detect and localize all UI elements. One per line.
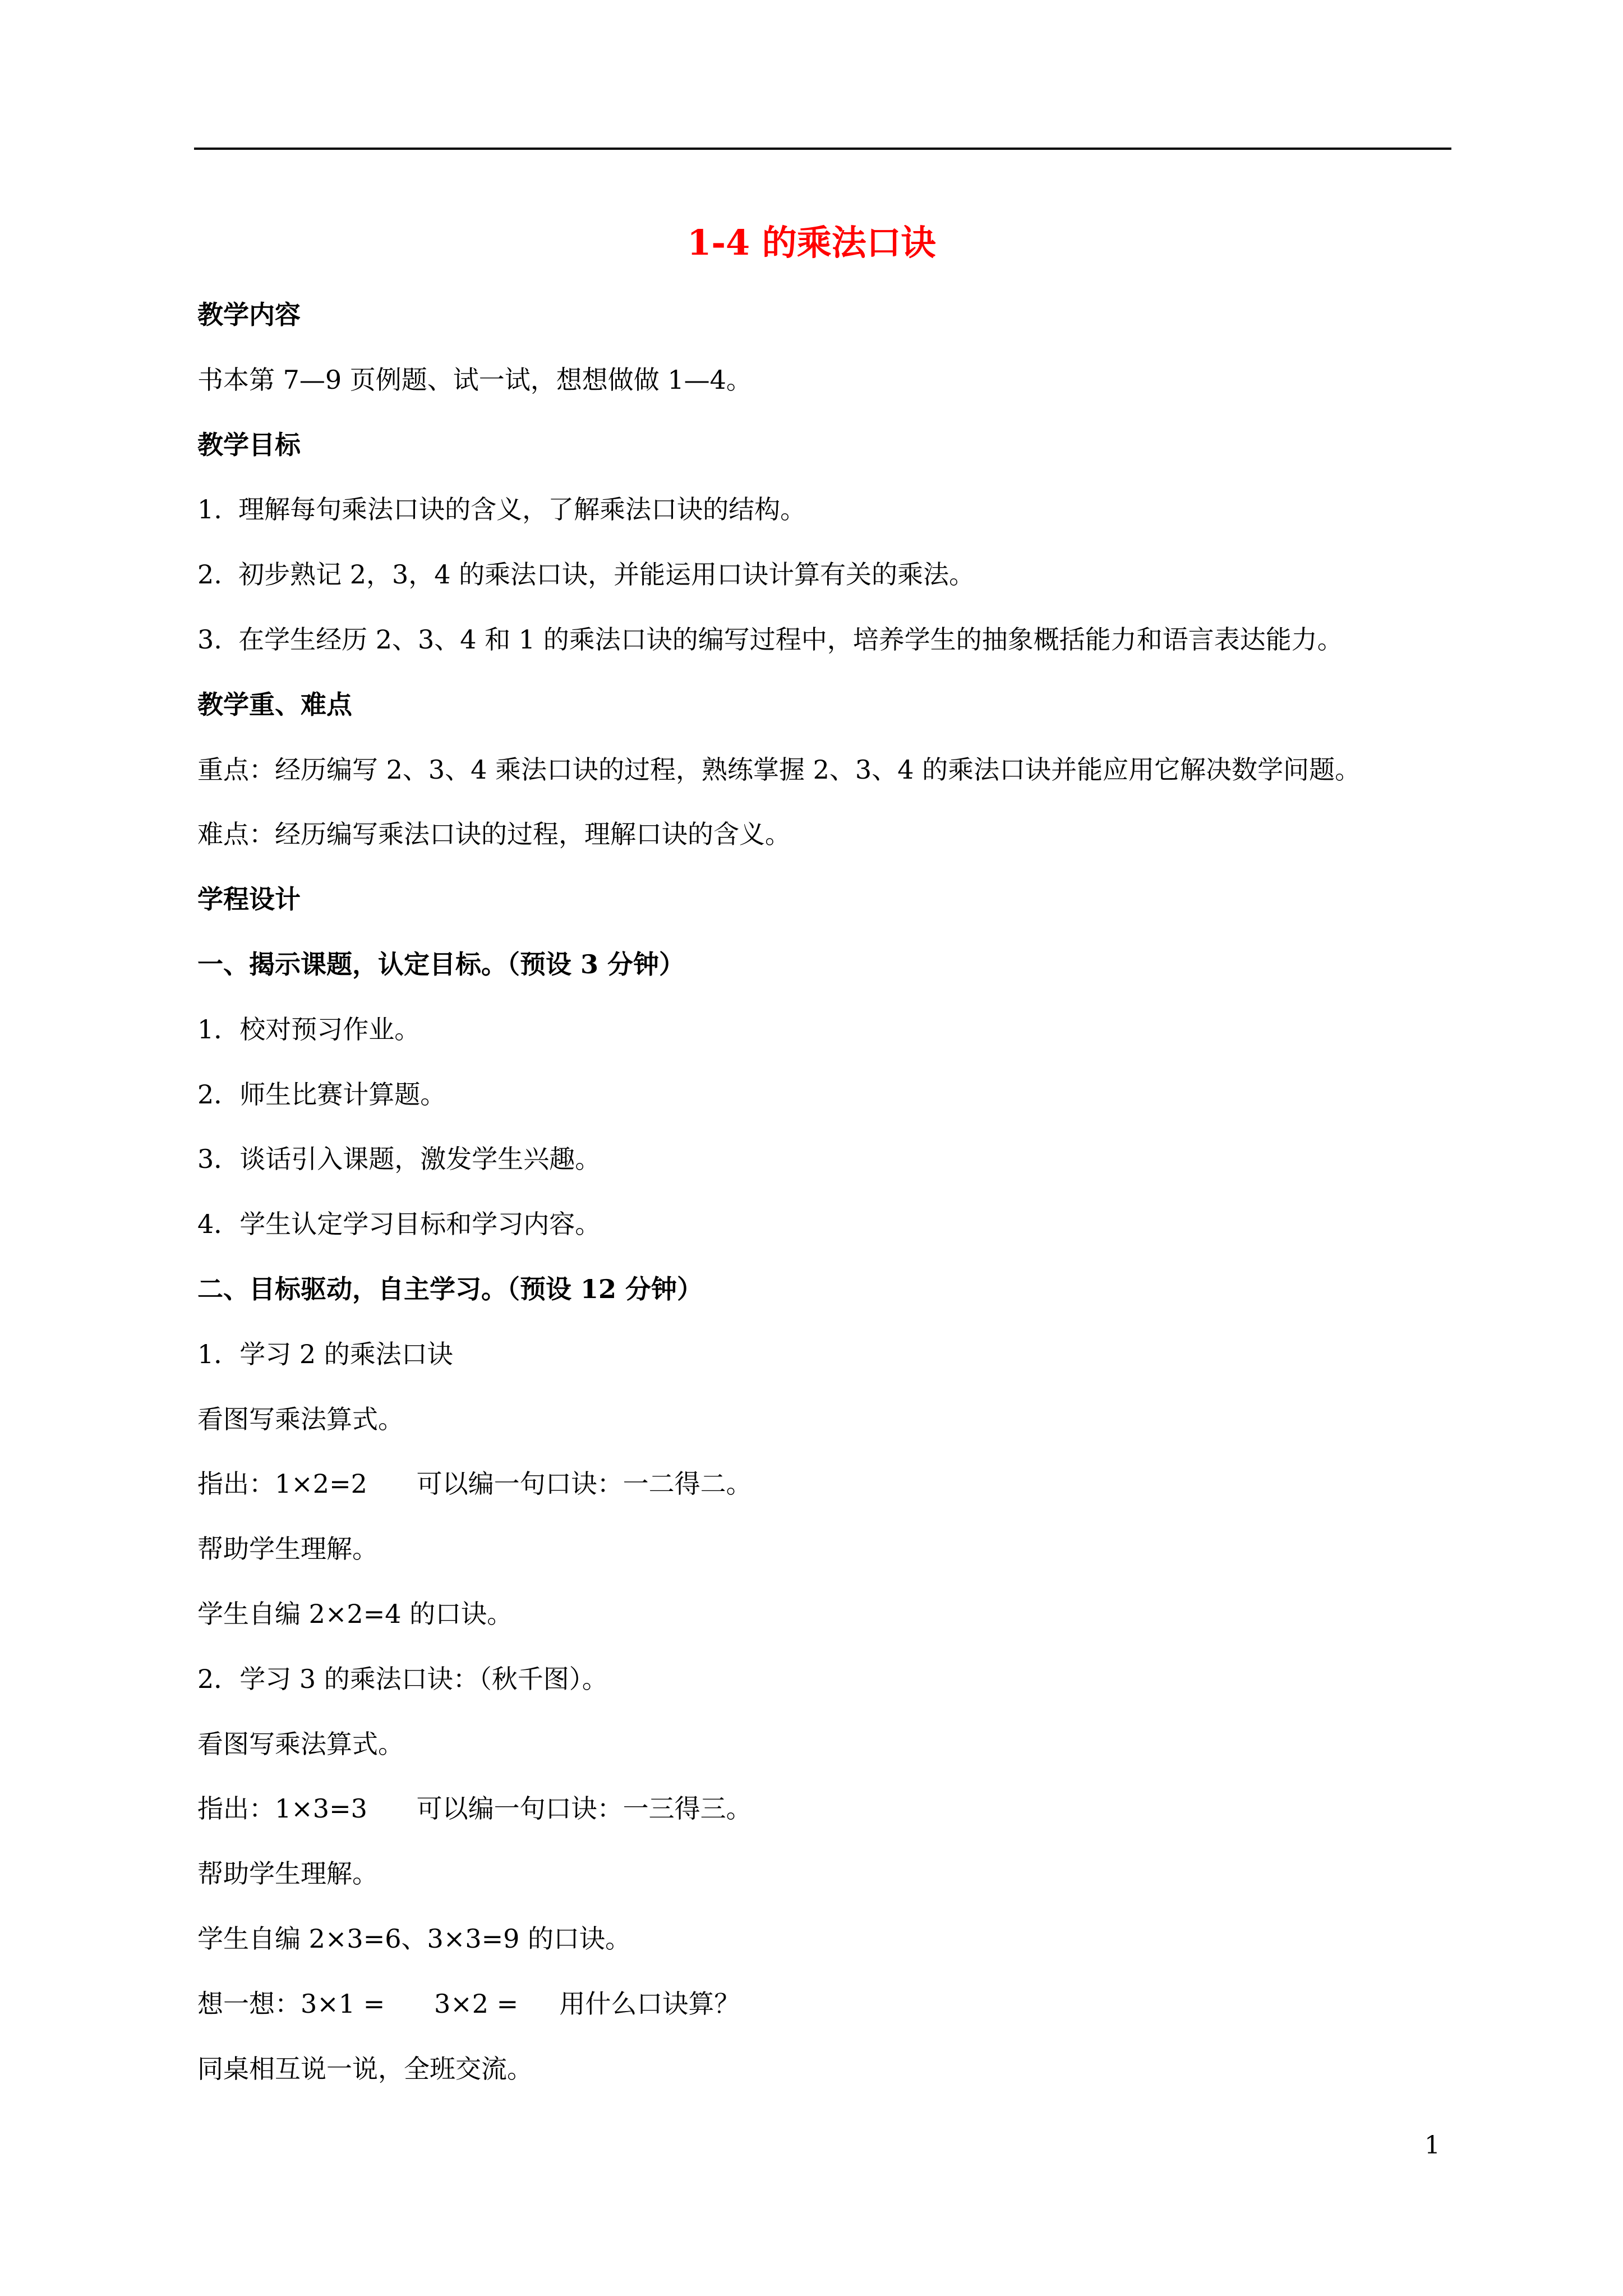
line-5: 2. 初步熟记 2，3，4 的乘法口诀，并能运用口诀计算有关的乘法。 <box>197 559 975 590</box>
line-8: 重点：经历编写 2、3、4 乘法口诀的过程，熟练掌握 2、3、4 的乘法口诀并能应用它解决数学问题。 <box>197 754 1361 785</box>
document-title: 1-4 的乘法口诀 <box>687 222 936 263</box>
line-19: 指出：1×2=2 可以编一句口诀：一二得二。 <box>197 1469 752 1499</box>
line-26: 学生自编 2×3=6、3×3=9 的口诀。 <box>197 1924 631 1954</box>
line-28: 同桌相互说一说，全班交流。 <box>197 2054 533 2084</box>
line-6: 3. 在学生经历 2、3、4 和 1 的乘法口诀的编写过程中，培养学生的抽象概括能力和语言表达能力。 <box>197 624 1343 655</box>
line-7: 教学重、难点 <box>197 689 352 720</box>
line-15: 4．学生认定学习目标和学习内容。 <box>197 1209 601 1239</box>
line-3: 教学目标 <box>197 430 301 460</box>
line-13: 2．师生比赛计算题。 <box>197 1079 446 1110</box>
line-25: 帮助学生理解。 <box>197 1858 378 1889</box>
line-24: 指出：1×3=3 可以编一句口诀：一三得三。 <box>197 1793 752 1824</box>
line-27: 想一想：3×1 = 3×2 = 用什么口诀算？ <box>197 1989 740 2019</box>
header-rule <box>194 148 1451 150</box>
line-14: 3．谈话引入课题，激发学生兴趣。 <box>197 1144 601 1174</box>
line-18: 看图写乘法算式。 <box>197 1404 404 1434</box>
line-9: 难点：经历编写乘法口诀的过程，理解口诀的含义。 <box>197 819 791 849</box>
page-number: 1 <box>1424 2131 1440 2160</box>
line-20: 帮助学生理解。 <box>197 1534 378 1564</box>
line-11: 一、揭示课题，认定目标。（预设 3 分钟） <box>197 949 685 979</box>
line-10: 学程设计 <box>197 884 301 914</box>
line-17: 1．学习 2 的乘法口诀 <box>197 1339 453 1369</box>
line-21: 学生自编 2×2=4 的口诀。 <box>197 1599 513 1629</box>
line-12: 1．校对预习作业。 <box>197 1014 421 1045</box>
line-23: 看图写乘法算式。 <box>197 1729 404 1759</box>
line-2: 书本第 7—9 页例题、试一试，想想做做 1—4。 <box>197 365 752 395</box>
line-22: 2．学习 3 的乘法口诀：（秋千图）。 <box>197 1664 608 1694</box>
line-16: 二、目标驱动，自主学习。（预设 12 分钟） <box>197 1274 703 1304</box>
line-1: 教学内容 <box>197 300 301 330</box>
line-4: 1. 理解每句乘法口诀的含义，了解乘法口诀的结构。 <box>197 494 806 524</box>
